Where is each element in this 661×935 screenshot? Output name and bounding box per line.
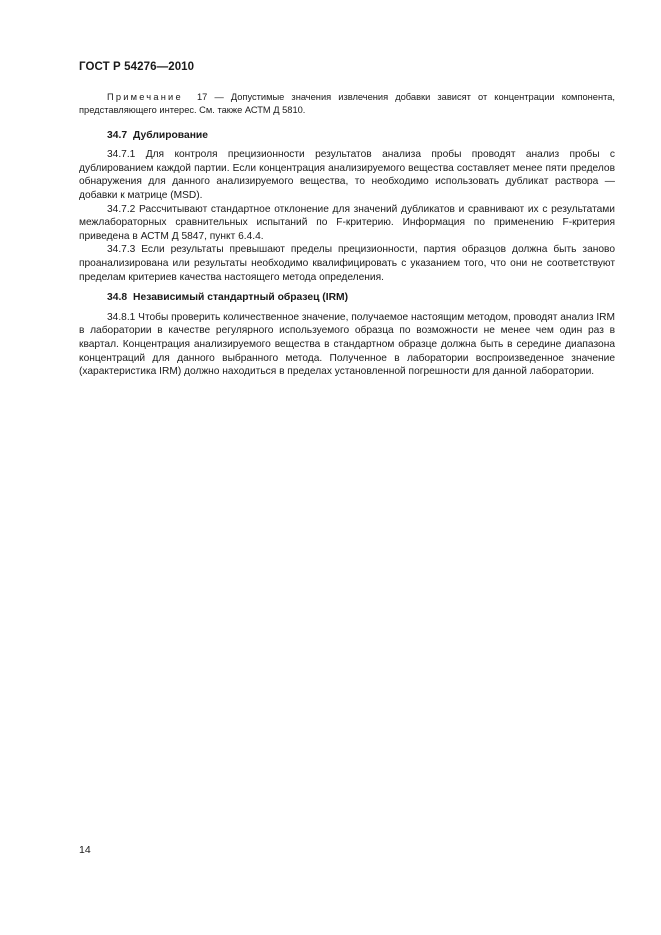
section-title: Независимый стандартный образец (IRM) (133, 292, 349, 304)
paragraph-34-7-3: 34.7.3 Если результаты превышают пределы прецизионности, партия образцов должна быть заново проанализирована или результаты необходимо квалифицировать с указанием того, что они не соответствуют пределам критериев качества настоящего метода определения. (79, 244, 615, 283)
paragraph-34-8-1: 34.8.1 Чтобы проверить количественное значение, получаемое настоящим методом, проводят анализ IRM в лаборатории в качестве регулярного используемого образца по возможности не менее чем один раз в квартал. Концентрация анализируемого вещества в стандартном образце должна быть в середине диапазона концентраций для данного выбранного метода. Полученное в лаборатории воспроизведенное значение (характеристика IRM) должно находиться в пределах установленной погрешности для данной лаборатории. (79, 311, 615, 378)
note-paragraph (79, 91, 615, 117)
paragraph-34-7-1: 34.7.1 Для контроля прецизионности результатов анализа пробы проводят анализ пробы с дублированием каждой партии. Если концентрация анализируемого вещества составляет менее пяти пределов обнаружения для данного анализируемого вещества, то необходимо использовать дубликат раствора — добавки к матрице (MSD). (79, 149, 615, 201)
section-heading-34-8 (79, 291, 615, 305)
document-body (79, 91, 615, 379)
document-header: ГОСТ Р 54276—2010 (79, 61, 195, 73)
section-number: 34.7 (107, 129, 128, 141)
section-heading-34-7 (79, 129, 615, 143)
section-number: 34.8 (107, 292, 128, 304)
note-label: Примечание (107, 92, 183, 102)
paragraph-34-7-2: 34.7.2 Рассчитывают стандартное отклонение для значений дубликатов и сравнивают их с результатами межлабораторных сравнительных испытаний по F-критерию. Информация по применению F-критерия приведена в АСТМ Д 5847, пункт 6.4.4. (79, 203, 615, 242)
page-number: 14 (79, 844, 91, 856)
note-text: 17 — Допустимые значения извлечения добавки зависят от концентрации компонента, представляющего интерес. См. также АСТМ Д 5810. (79, 92, 615, 115)
section-title: Дублирование (133, 129, 208, 141)
